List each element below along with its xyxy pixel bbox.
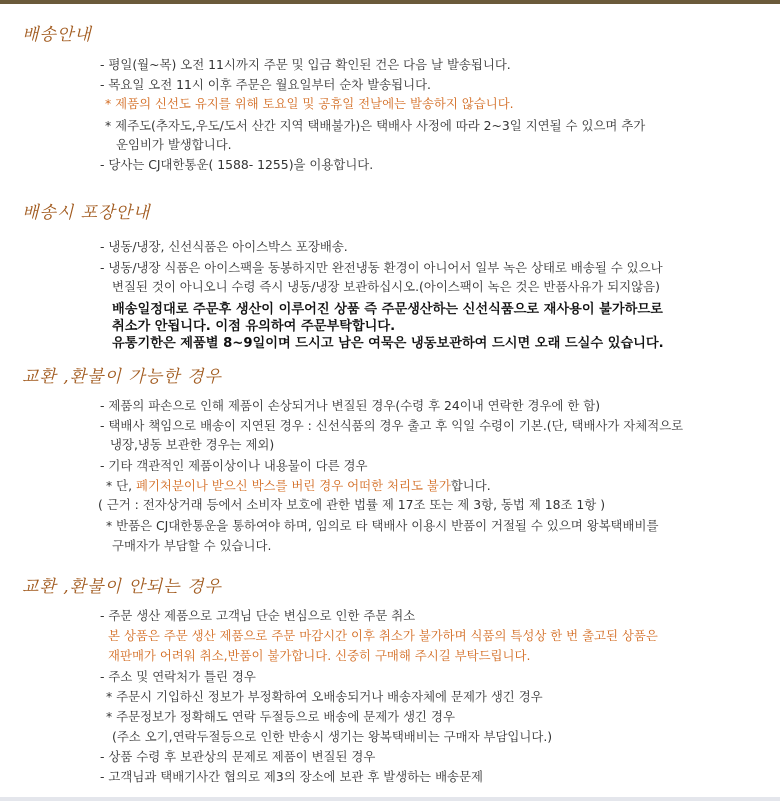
refund-no-line: - 주문 생산 제품으로 고객님 단순 변심으로 인한 주문 취소 — [100, 608, 416, 623]
refund-no-heading: 교환 ,환불이 안되는 경우 — [22, 577, 222, 597]
delivery-line: - 목요일 오전 11시 이후 주문은 월요일부터 순차 발송됩니다. — [100, 77, 431, 92]
packing-line: - 냉동/냉장 식품은 아이스팩을 동봉하지만 완전냉동 환경이 아니어서 일부 녹은 상태로 배송될 수 있으나 — [100, 260, 663, 275]
packing-line: - 냉동/냉장, 신선식품은 아이스박스 포장배송. — [100, 239, 348, 254]
packing-bold-line: 취소가 안됩니다. 이점 유의하여 주문부탁합니다. — [112, 319, 396, 334]
refund-ok-line: - 제품의 파손으로 인해 제품이 손상되거나 변질된 경우(수령 후 24이내 연락한 경우에 한 함) — [100, 398, 601, 413]
refund-no-line: - 주소 및 연락처가 틀린 경우 — [100, 669, 256, 684]
delivery-heading: 배송안내 — [22, 25, 92, 45]
refund-no-line: * 주문정보가 정확해도 연락 두절등으로 배송에 문제가 생긴 경우 — [106, 709, 455, 724]
refund-no-orange-line: 본 상품은 주문 생산 제품으로 주문 마감시간 이후 취소가 불가하며 식품의 특성상 한 번 출고된 상품은 — [108, 628, 658, 643]
refund-ok-line: - 택배사 책임으로 배송이 지연된 경우 : 신선식품의 경우 출고 후 익일 수령이 기본.(단, 택배사가 자체적으로 — [100, 418, 684, 433]
refund-ok-line: 냉장,냉동 보관한 경우는 제외) — [110, 437, 275, 452]
delivery-line: - 당사는 CJ대한통운( 1588- 1255)을 이용합니다. — [100, 157, 374, 172]
delivery-line: * 제주도(추자도,우도/도서 산간 지역 택배불가)은 택배사 사정에 따라 2~3일 지연될 수 있으며 추가 — [105, 118, 646, 133]
top-divider — [0, 0, 780, 4]
bottom-divider — [0, 797, 780, 801]
refund-no-line: (주소 오기,연락두절등으로 인한 반송시 생기는 왕복택배비는 구매자 부담입니다.) — [112, 729, 553, 744]
refund-no-line: * 주문시 기입하신 정보가 부정확하여 오배송되거나 배송자체에 문제가 생긴 경우 — [106, 689, 543, 704]
refund-ok-note-prefix: * 단, — [106, 478, 136, 493]
refund-ok-legal-basis: ( 근거 : 전자상거래 등에서 소비자 보호에 관한 법률 제 17조 또는 제 3항, 동법 제 18조 1항 ) — [98, 497, 606, 512]
delivery-line: 운임비가 발생합니다. — [116, 137, 232, 152]
refund-ok-heading: 교환 ,환불이 가능한 경우 — [22, 367, 222, 387]
refund-ok-note-suffix: 합니다. — [450, 478, 491, 493]
refund-no-line: - 상품 수령 후 보관상의 문제로 제품이 변질된 경우 — [100, 749, 376, 764]
packing-line: 변질된 것이 아니오니 수령 즉시 냉동/냉장 보관하십시오.(아이스팩이 녹은 것은 반품사유가 되지않음) — [112, 279, 660, 294]
refund-no-orange-line: 재판매가 어려워 취소,반품이 불가합니다. 신중히 구매해 주시길 부탁드립니다. — [108, 648, 531, 663]
packing-bold-line: 유통기한은 제품별 8~9일이며 드시고 남은 여묵은 냉동보관하여 드시면 오래 드실수 있습니다. — [112, 336, 664, 351]
delivery-notice-orange: * 제품의 신선도 유지를 위해 토요일 및 공휴일 전날에는 발송하지 않습니다. — [105, 96, 514, 111]
refund-no-line: - 고객님과 택배기사간 협의로 제3의 장소에 보관 후 발생하는 배송문제 — [100, 769, 483, 784]
delivery-line: - 평일(월~목) 오전 11시까지 주문 및 입금 확인된 건은 다음 날 발송됩니다. — [100, 57, 511, 72]
refund-ok-line: * 반품은 CJ대한통운을 통하여야 하며, 임의로 타 택배사 이용시 반품이 거절될 수 있으며 왕복택배비를 — [106, 518, 659, 533]
packing-bold-line: 배송일정대로 주문후 생산이 이루어진 상품 즉 주문생산하는 신선식품으로 재사용이 불가하므로 — [112, 302, 663, 317]
refund-ok-line: 구매자가 부담할 수 있습니다. — [112, 538, 272, 553]
refund-ok-note — [106, 477, 491, 495]
refund-ok-line: - 기타 객관적인 제품이상이나 내용물이 다른 경우 — [100, 458, 368, 473]
refund-ok-note-orange: 폐기처분이나 받으신 박스를 버린 경우 어떠한 처리도 불가 — [135, 478, 451, 493]
packing-heading: 배송시 포장안내 — [22, 203, 151, 223]
